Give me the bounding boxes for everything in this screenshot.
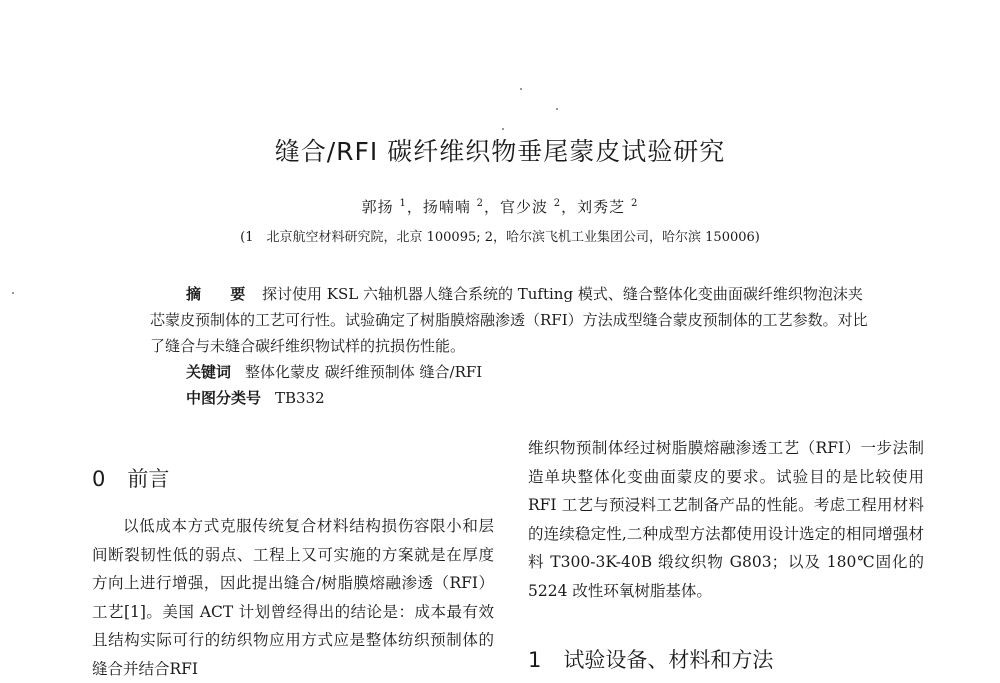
author-separator: ，	[561, 198, 578, 216]
abstract-text: 探讨使用 KSL 六轴机器人缝合系统的 Tufting 模式、缝合整体化变曲面碳纤维织物泡沫夹芯蒙皮预制体的工艺可行性。试验确定了树脂膜熔融渗透（RFI）方法成型缝合蒙皮预制体的工艺参数。对比了缝合与未缝合碳纤维织物试样的抗损伤性能。	[150, 285, 868, 355]
section-number: 0	[92, 467, 106, 491]
paper-title: 缝合/RFI 碳纤维织物垂尾蒙皮试验研究	[274, 137, 726, 166]
author-affiliation-number: 2	[553, 198, 562, 209]
classification-label: 中图分类号	[186, 389, 262, 407]
section-title: 前言	[127, 467, 170, 491]
affiliation: (1 北京航空材料研究院，北京 100095; 2，哈尔滨飞机工业集团公司，哈尔滨 150006)	[240, 230, 760, 245]
left-column	[92, 512, 494, 683]
author-separator: ，	[406, 198, 423, 216]
section-number: 1	[528, 648, 542, 672]
author-separator: ，	[483, 198, 500, 216]
right-paragraph: 维织物预制体经过树脂膜熔融渗透工艺（RFI）一步法制造单块整体化变曲面蒙皮的要求。试验目的是比较使用 RFI 工艺与预浸料工艺制备产品的性能。考虑工程用材料的连续稳定性,二种成型方法都使用设计选定的相同增强材料 T300-3K-40B 缎纹织物 G803；以及 180℃固化的 5224 改性环氧树脂基体。	[528, 439, 924, 600]
section-title: 试验设备、材料和方法	[563, 648, 774, 672]
author-affiliation-number: 1	[399, 198, 407, 209]
author-name: 刘秀芝	[577, 198, 631, 216]
classification-code: TB332	[275, 389, 325, 407]
author-name: 官少波	[500, 198, 554, 216]
abstract-block	[150, 281, 868, 411]
author-affiliation-number: 2	[630, 198, 639, 209]
keywords-text: 整体化蒙皮 碳纤维预制体 缝合/RFI	[245, 363, 483, 381]
author-name: 扬喃喃	[422, 198, 477, 216]
section-heading-methods	[528, 644, 773, 674]
section-heading-intro	[92, 463, 169, 493]
abstract-label: 摘 要	[186, 285, 258, 303]
right-column	[528, 434, 924, 605]
author-list	[0, 196, 1000, 217]
intro-paragraph: 以低成本方式克服传统复合材料结构损伤容限小和层间断裂韧性低的弱点、工程上又可实施的方案就是在厚度方向上进行增强，因此提出缝合/树脂膜熔融渗透（RFI）工艺[1]。美国 ACT 计划曾经得出的结论是：成本最有效且结构实际可行的纺织物应用方式应是整体纺织预制体的缝合并结合RFI	[92, 517, 494, 678]
keywords-label: 关键词	[186, 363, 232, 381]
author-name: 郭扬	[361, 198, 400, 216]
author-affiliation-number: 2	[476, 198, 484, 209]
